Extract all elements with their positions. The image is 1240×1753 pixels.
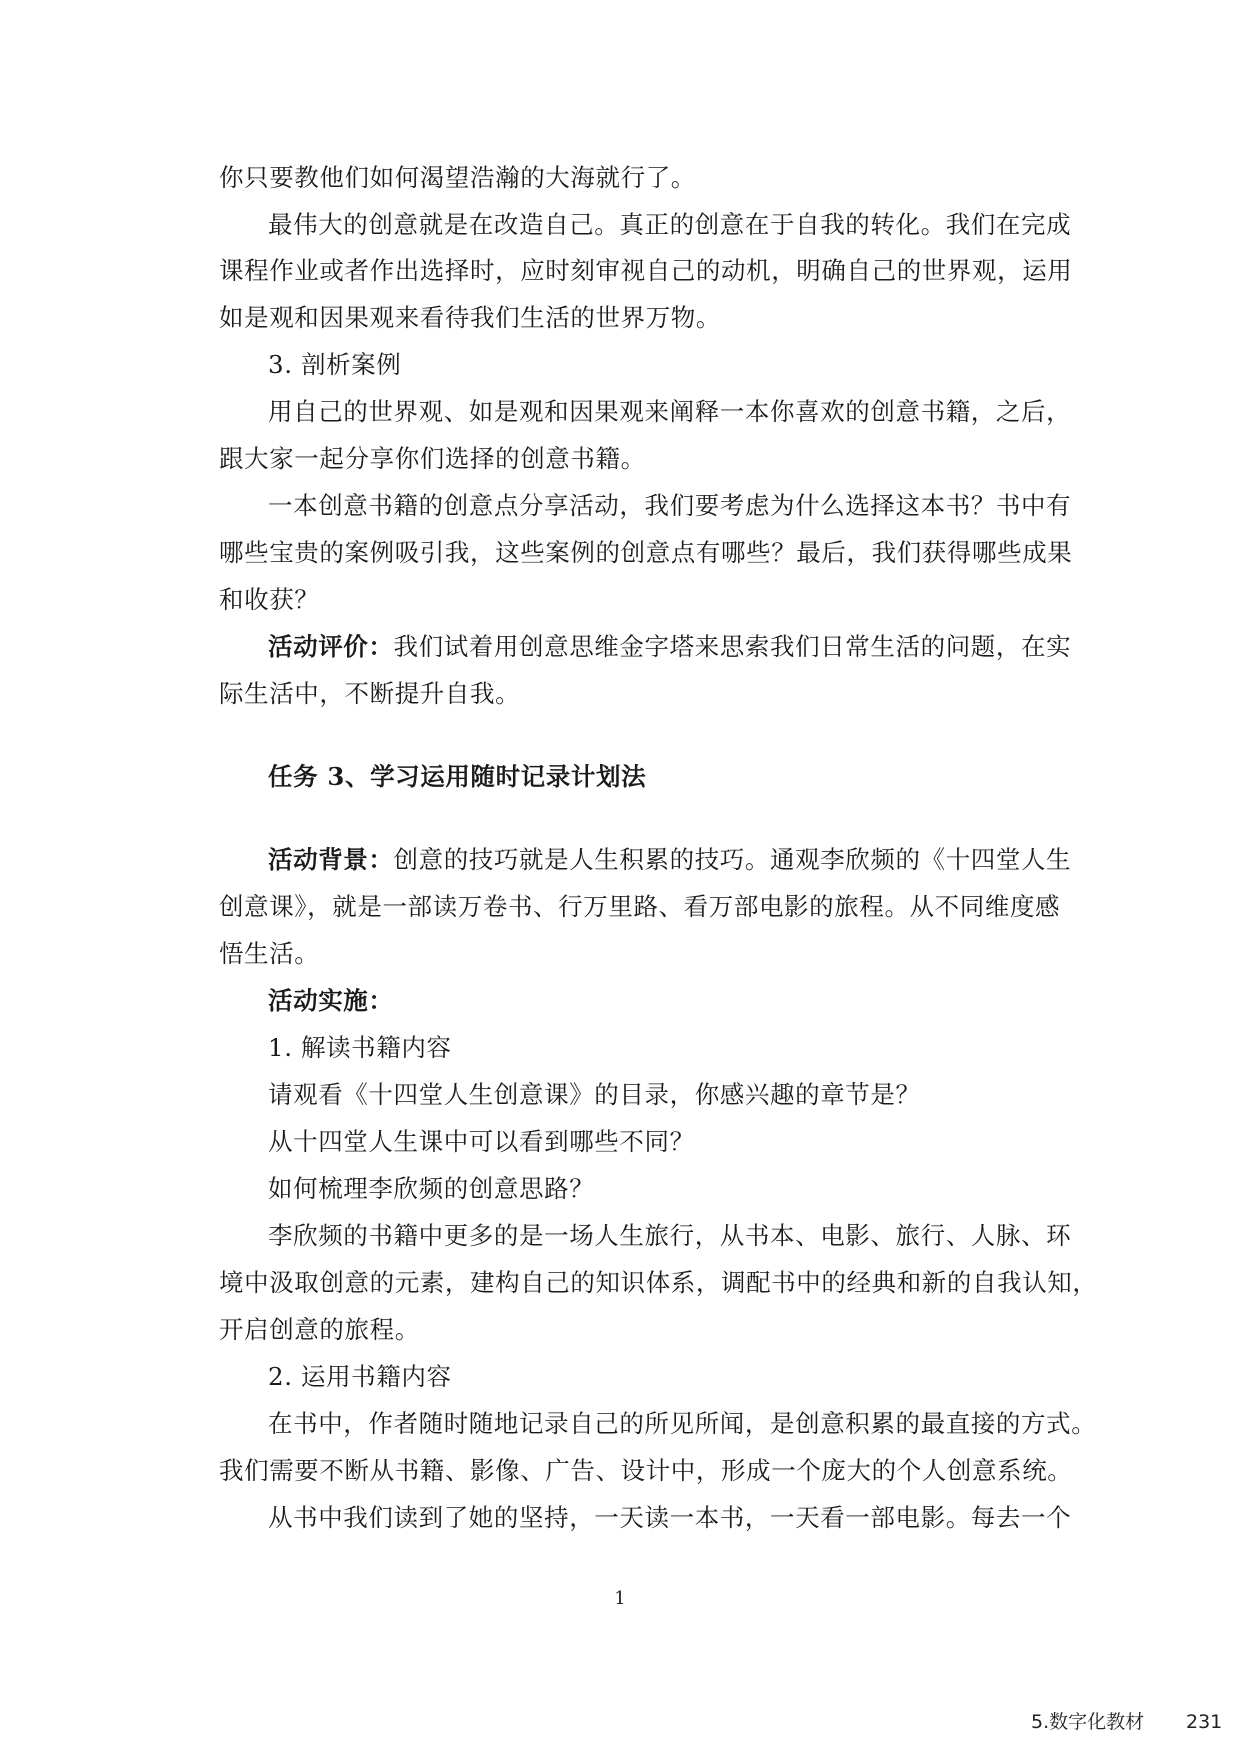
background-line xyxy=(268,845,1071,875)
paragraph-line: 哪些宝贵的案例吸引我，这些案例的创意点有哪些？最后，我们获得哪些成果 xyxy=(219,538,1073,567)
paragraph-line: 用自己的世界观、如是观和因果观来阐释一本你喜欢的创意书籍，之后， xyxy=(268,397,1072,426)
paragraph-line: 课程作业或者作出选择时，应时刻审视自己的动机，明确自己的世界观，运用 xyxy=(219,256,1073,285)
list-heading: 1. 解读书籍内容 xyxy=(268,1033,452,1062)
paragraph-line: 我们需要不断从书籍、影像、广告、设计中，形成一个庞大的个人创意系统。 xyxy=(219,1456,1073,1485)
paragraph-line: 如是观和因果观来看待我们生活的世界万物。 xyxy=(219,303,721,332)
background-text: 创意的技巧就是人生积累的技巧。通观李欣频的《十四堂人生 xyxy=(393,845,1072,874)
evaluation-line xyxy=(268,632,1071,662)
evaluation-label: 活动评价： xyxy=(268,632,394,661)
paragraph-line: 悟生活。 xyxy=(219,939,320,968)
evaluation-text: 我们试着用创意思维金字塔来思索我们日常生活的问题，在实 xyxy=(393,632,1072,661)
paragraph-line: 从书中我们读到了她的坚持，一天读一本书，一天看一部电影。每去一个 xyxy=(268,1503,1072,1532)
list-heading: 2. 运用书籍内容 xyxy=(268,1362,452,1391)
paragraph-line: 创意课》，就是一部读万卷书、行万里路、看万部电影的旅程。从不同维度感 xyxy=(219,892,1061,921)
paragraph-line: 境中汲取创意的元素，建构自己的知识体系，调配书中的经典和新的自我认知， xyxy=(219,1268,1098,1297)
paragraph-line: 请观看《十四堂人生创意课》的目录，你感兴趣的章节是？ xyxy=(268,1080,921,1109)
paragraph-line: 际生活中，不断提升自我。 xyxy=(219,679,521,708)
page-number: 1 xyxy=(614,1588,626,1609)
paragraph-line: 跟大家一起分享你们选择的创意书籍。 xyxy=(219,444,646,473)
paragraph-line: 一本创意书籍的创意点分享活动，我们要考虑为什么选择这本书？书中有 xyxy=(268,491,1072,520)
paragraph-line: 在书中，作者随时随地记录自己的所见所闻，是创意积累的最直接的方式。 xyxy=(268,1409,1097,1438)
footer-page-number: 231 xyxy=(1186,1711,1223,1733)
list-heading: 3. 剖析案例 xyxy=(268,350,402,379)
paragraph-line: 李欣频的书籍中更多的是一场人生旅行，从书本、电影、旅行、人脉、环 xyxy=(268,1221,1072,1250)
implementation-label: 活动实施： xyxy=(268,986,394,1015)
background-label: 活动背景： xyxy=(268,845,394,874)
task-heading: 任务 3、学习运用随时记录计划法 xyxy=(268,762,647,791)
paragraph-line: 如何梳理李欣频的创意思路？ xyxy=(268,1174,595,1203)
paragraph-line: 和收获？ xyxy=(219,585,320,614)
paragraph-line: 开启创意的旅程。 xyxy=(219,1315,420,1344)
footer-section-label: 5.数字化教材 xyxy=(1031,1711,1145,1733)
paragraph-line: 从十四堂人生课中可以看到哪些不同？ xyxy=(268,1127,695,1156)
paragraph-line: 最伟大的创意就是在改造自己。真正的创意在于自我的转化。我们在完成 xyxy=(268,210,1072,239)
paragraph-line: 你只要教他们如何渴望浩瀚的大海就行了。 xyxy=(219,163,696,192)
